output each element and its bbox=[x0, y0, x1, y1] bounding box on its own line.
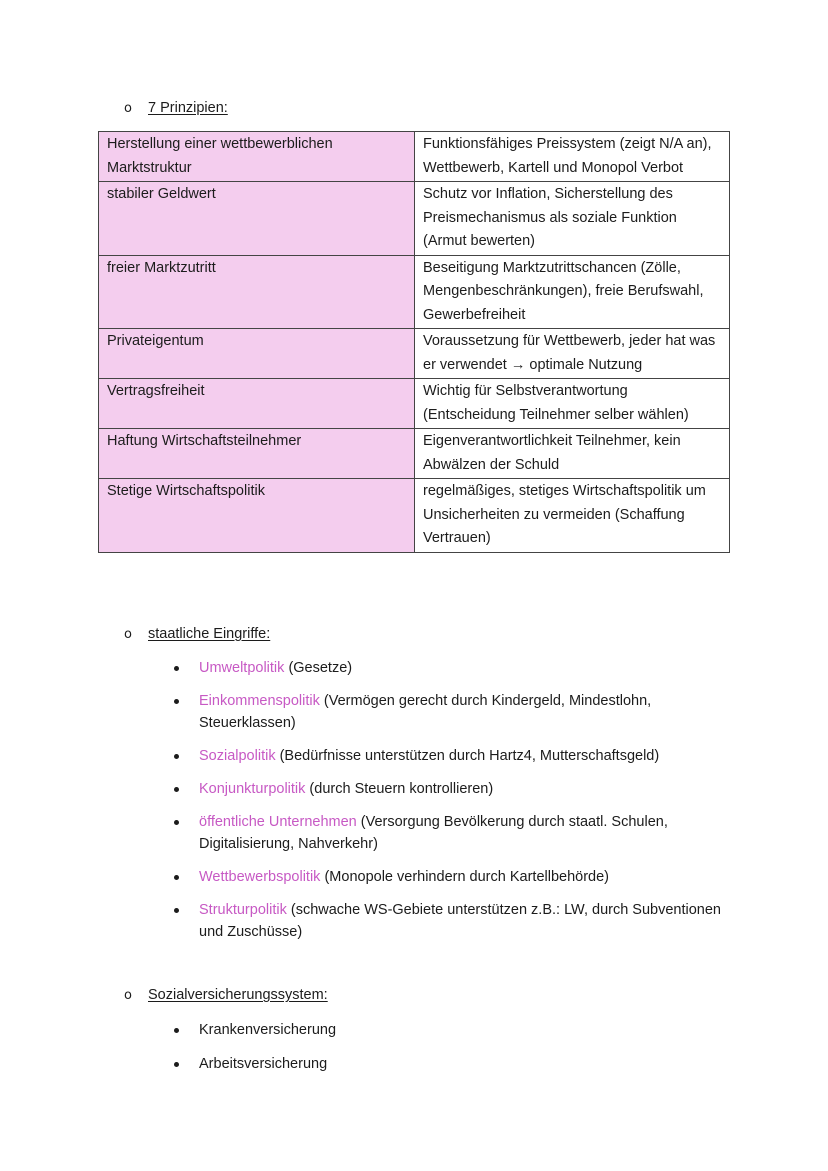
circle-bullet-icon: o bbox=[124, 626, 132, 642]
eingriffe-list bbox=[170, 657, 730, 943]
policy-term: Umweltpolitik bbox=[199, 660, 285, 676]
table-row bbox=[99, 132, 730, 182]
insurance-item: Arbeitsversicherung bbox=[199, 1056, 328, 1072]
policy-term: Wettbewerbspolitik bbox=[199, 869, 321, 885]
bullet-icon bbox=[174, 1062, 179, 1067]
description-cell: Beseitigung Marktzutrittschancen (Zölle, Mengenbeschränkungen), freie Berufswahl, Gewerbefreiheit bbox=[415, 255, 730, 329]
list-item bbox=[170, 1019, 730, 1041]
principle-cell: Privateigentum bbox=[99, 329, 415, 379]
table-row bbox=[99, 255, 730, 329]
list-item bbox=[170, 690, 730, 734]
list-item bbox=[170, 778, 730, 800]
policy-term: Konjunkturpolitik bbox=[199, 781, 306, 797]
bullet-icon bbox=[174, 908, 179, 913]
bullet-icon bbox=[174, 787, 179, 792]
list-item bbox=[170, 811, 730, 855]
policy-detail: (Gesetze) bbox=[284, 660, 353, 676]
description-cell: regelmäßiges, stetiges Wirtschaftspolitik um Unsicherheiten zu vermeiden (Schaffung Vertrauen) bbox=[415, 479, 730, 553]
policy-detail: (Bedürfnisse unterstützen durch Hartz4, Mutterschaftsgeld) bbox=[275, 748, 660, 764]
principle-cell: Herstellung einer wettbewerblichen Marktstruktur bbox=[99, 132, 415, 182]
description-cell: Funktionsfähiges Preissystem (zeigt N/A an), Wettbewerb, Kartell und Monopol Verbot bbox=[415, 132, 730, 182]
description-cell: Eigenverantwortlichkeit Teilnehmer, kein Abwälzen der Schuld bbox=[415, 429, 730, 479]
bullet-icon bbox=[174, 754, 179, 759]
description-cell: Voraussetzung für Wettbewerb, jeder hat was er verwendet → optimale Nutzung bbox=[415, 329, 730, 379]
section-title: staatliche Eingriffe: bbox=[148, 626, 271, 642]
bullet-icon bbox=[174, 875, 179, 880]
principle-cell: freier Marktzutritt bbox=[99, 255, 415, 329]
bullet-icon bbox=[174, 820, 179, 825]
principle-cell: stabiler Geldwert bbox=[99, 182, 415, 256]
list-item bbox=[170, 657, 730, 679]
insurance-item: Krankenversicherung bbox=[199, 1022, 337, 1038]
bullet-icon bbox=[174, 1028, 179, 1033]
principle-cell: Vertragsfreiheit bbox=[99, 379, 415, 429]
principle-cell: Haftung Wirtschaftsteilnehmer bbox=[99, 429, 415, 479]
versicherung-list bbox=[170, 1019, 730, 1075]
description-cell: Wichtig für Selbstverantwortung (Entscheidung Teilnehmer selber wählen) bbox=[415, 379, 730, 429]
section-title: 7 Prinzipien: bbox=[148, 100, 228, 116]
section-title: Sozialversicherungssystem: bbox=[148, 987, 328, 1003]
policy-detail: (Vermögen gerecht durch Kindergeld, Mindestlohn, Steuerklassen) bbox=[199, 693, 652, 731]
policy-term: öffentliche Unternehmen bbox=[199, 814, 357, 830]
policy-detail: (schwache WS-Gebiete unterstützen z.B.: LW, durch Subventionen und Zuschüsse) bbox=[199, 902, 721, 940]
policy-detail: (Versorgung Bevölkerung durch staatl. Schulen, Digitalisierung, Nahverkehr) bbox=[199, 814, 668, 852]
description-cell: Schutz vor Inflation, Sicherstellung des Preismechanismus als soziale Funktion (Armut bewerten) bbox=[415, 182, 730, 256]
table-row bbox=[99, 479, 730, 553]
section-heading-sozialversicherung bbox=[124, 987, 328, 1003]
bullet-icon bbox=[174, 666, 179, 671]
section-heading-prinzipien bbox=[124, 100, 228, 116]
principles-table bbox=[98, 131, 730, 553]
bullet-icon bbox=[174, 699, 179, 704]
table-row bbox=[99, 182, 730, 256]
principle-cell: Stetige Wirtschaftspolitik bbox=[99, 479, 415, 553]
list-item bbox=[170, 1053, 730, 1075]
list-item bbox=[170, 899, 730, 943]
policy-detail: (Monopole verhindern durch Kartellbehörde) bbox=[320, 869, 609, 885]
policy-term: Sozialpolitik bbox=[199, 748, 276, 764]
policy-term: Strukturpolitik bbox=[199, 902, 287, 918]
table-row bbox=[99, 429, 730, 479]
circle-bullet-icon: o bbox=[124, 987, 132, 1003]
list-item bbox=[170, 745, 730, 767]
table-row bbox=[99, 379, 730, 429]
list-item bbox=[170, 866, 730, 888]
circle-bullet-icon: o bbox=[124, 100, 132, 116]
policy-detail: (durch Steuern kontrollieren) bbox=[305, 781, 494, 797]
table-row bbox=[99, 329, 730, 379]
policy-term: Einkommenspolitik bbox=[199, 693, 320, 709]
section-heading-eingriffe bbox=[124, 626, 270, 642]
